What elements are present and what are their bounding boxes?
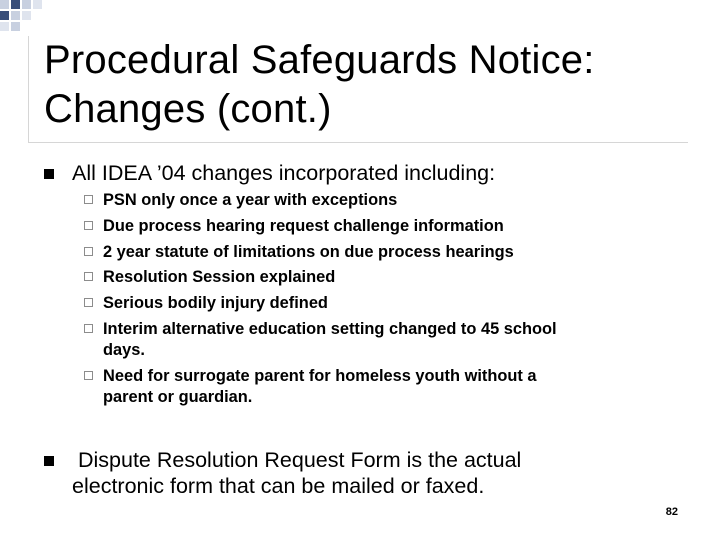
sub-bullet-text: PSN only once a year with exceptions <box>103 191 398 209</box>
sub-bullet-text: Resolution Session explained <box>103 268 336 287</box>
decorative-squares <box>0 0 54 40</box>
sub-bullet-item <box>84 366 684 408</box>
bullet-square-icon <box>44 456 54 466</box>
sub-bullet-text: Interim alternative education setting changed to 45 school <box>103 319 557 338</box>
sub-bullet-item <box>84 319 684 361</box>
hollow-square-bullet-icon <box>84 272 93 281</box>
sub-bullet-text: Serious bodily injury defined <box>103 294 328 313</box>
hollow-square-bullet-icon <box>84 371 93 380</box>
bullet-text-line-1: Dispute Resolution Request Form is the actual <box>72 448 522 472</box>
hollow-square-bullet-icon <box>84 247 93 256</box>
sub-bullet-item <box>84 242 684 263</box>
hollow-square-bullet-icon <box>84 195 93 204</box>
sub-bullet-text: Due process hearing request challenge information <box>103 216 504 235</box>
bullet-square-icon <box>44 169 54 179</box>
sub-bullet-item <box>84 216 684 237</box>
sub-bullet-text: days. <box>103 340 145 359</box>
bullet-text: All IDEA ’04 changes incorporated including: <box>72 161 496 185</box>
title-line-1: Procedural Safeguards Notice: <box>44 38 595 82</box>
bullet-text-line-2: electronic form that can be mailed or faxed. <box>72 474 485 498</box>
sub-bullet-text: Need for surrogate parent for homeless youth without a <box>103 366 537 385</box>
sub-bullet-item <box>84 293 684 314</box>
title-line-2: Changes (cont.) <box>44 87 332 131</box>
sub-bullet-text: parent or guardian. <box>103 387 253 406</box>
sub-bullet-item <box>84 267 684 288</box>
hollow-square-bullet-icon <box>84 324 93 333</box>
sub-bullet-list <box>84 190 684 413</box>
title-left-rule <box>28 36 29 142</box>
title-bottom-rule <box>28 142 688 143</box>
bullet-text <box>72 447 521 499</box>
slide-title <box>44 36 595 134</box>
page-number: 82 <box>665 506 678 518</box>
hollow-square-bullet-icon <box>84 298 93 307</box>
sub-bullet-text: 2 year statute of limitations on due process hearings <box>103 242 514 261</box>
sub-bullet-item <box>84 190 684 211</box>
hollow-square-bullet-icon <box>84 221 93 230</box>
